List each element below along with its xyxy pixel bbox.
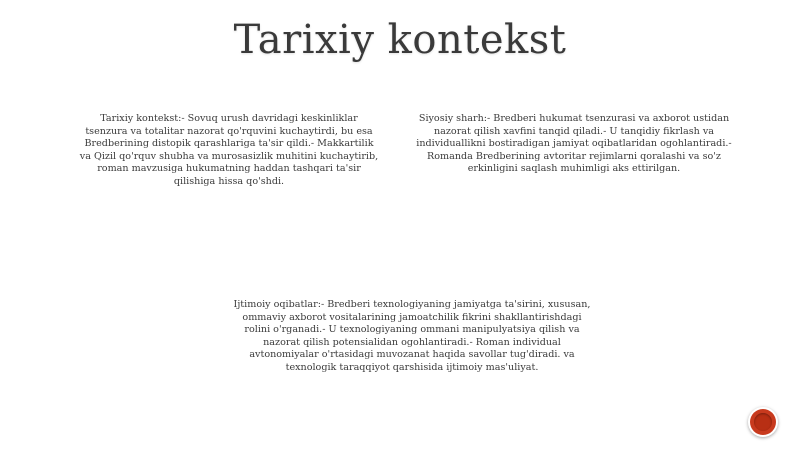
slide-title: Tarixiy kontekst [233, 17, 567, 63]
nav-button-inner [754, 413, 772, 431]
slide-nav-button[interactable] [748, 407, 778, 437]
political-commentary-text: Siyosiy sharh:- Bredberi hukumat tsenzurasi va axborot ustidan nazorat qilish xavfini tanqid qiladi.- U tanqidiy fikrlash va individuallikni bostiradigan jamiyat oqibatlaridan ogohlantiradi.- Romanda Bredberining avtoritar rejimlarni qoralashi va so'z erkinligini saqlash muhimligi aks ettirilgan. [416, 113, 732, 175]
historical-context-text: Tarixiy kontekst:- Sovuq urush davridagi keskinliklar tsenzura va totalitar nazorat qo'rquvini kuchaytirdi, bu esa Bredberining distopik qarashlariga ta'sir qildi.- Makkartilik va Qizil qo'rquv shubha va murosasizlik muhitini kuchaytirib, roman mavzusiga hukumatning haddan tashqari ta'sir qilishiga hissa qo'shdi. [79, 113, 379, 187]
circle-navigation-icon [750, 409, 776, 435]
social-implications-text: Ijtimoiy oqibatlar:- Bredberi texnologiyaning jamiyatga ta'sirini, xususan, ommaviy axborot vositalarining jamoatchilik fikrini shakllantirishdagi rolini o'rganadi.- U texnologiyaning ommani manipulyatsiya qilish va nazorat qilish potensialidan ogohlantiradi.- Roman individual avtonomiyalar o'rtasidagi muvozanat haqida savollar tug'diradi. va texnologik taraqqiyot qarshisida ijtimoiy mas'uliyat. [233, 299, 591, 373]
